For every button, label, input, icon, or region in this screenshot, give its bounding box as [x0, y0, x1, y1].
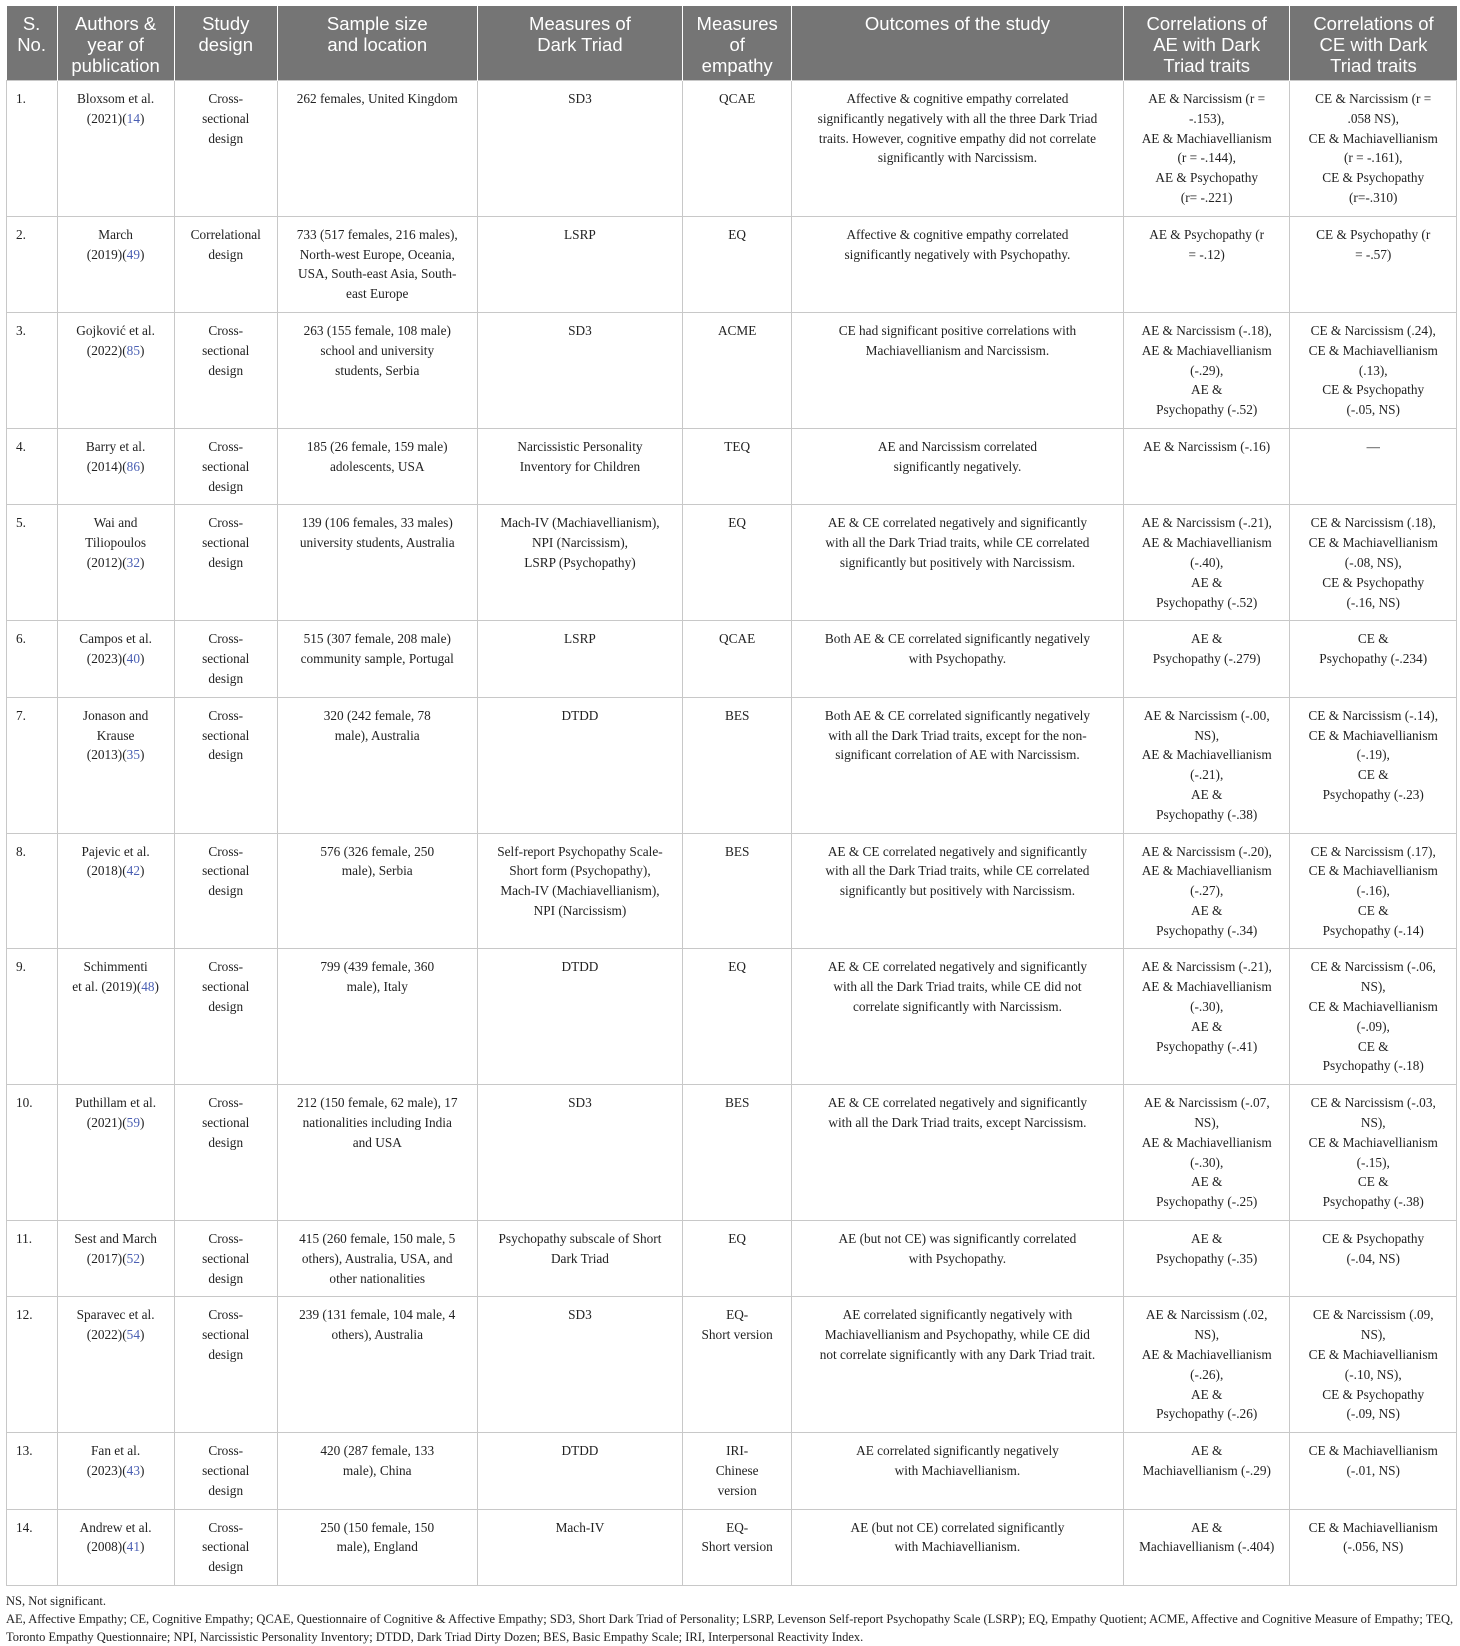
cell-outcome: AE & CE correlated negatively and significantly with all the Dark Triad traits, while CE correlated significantly but positively with Narcissism. [791, 833, 1123, 949]
reference-close-paren: ) [139, 863, 145, 879]
cell-authors [57, 621, 174, 697]
reference-link[interactable]: 41 [126, 1539, 140, 1555]
footnote-abbreviations: AE, Affective Empathy; CE, Cognitive Empathy; QCAE, Questionnaire of Cognitive & Affective Empathy; SD3, Short Dark Triad of Personality; LSRP, Levenson Self-report Psychopathy Scale (LSRP); EQ, Empathy Quotient; ACME, Affective and Cognitive Measure of Empathy; TEQ, Toronto Empathy Questionnaire; NPI, Narcissistic Personality Inventory; DTDD, Dark Triad Dirty Dozen; BES, Basic Empathy Scale; IRI, Interpersonal Reactivity Index. [6, 1612, 1454, 1644]
cell-outcome: Both AE & CE correlated significantly negatively with Psychopathy. [791, 621, 1123, 697]
cell-dark-triad-measure: SD3 [477, 1297, 683, 1433]
cell-dark-triad-measure: SD3 [477, 312, 683, 428]
cell-ce-correlations: — [1290, 428, 1457, 504]
cell-sample: 733 (517 females, 216 males), North-west Europe, Oceania, USA, South-east Asia, South- east Europe [277, 216, 477, 312]
author-text: Wai and Tiliopoulos (2012)( [85, 515, 147, 570]
author-text: Sest and March (2017)( [74, 1231, 157, 1266]
cell-ce-correlations: CE & Narcissism (r = .058 NS), CE & Machiavellianism (r = -.161), CE & Psychopathy (r=-.310) [1290, 81, 1457, 217]
cell-dark-triad-measure: Mach-IV [477, 1509, 683, 1585]
cell-sample: 212 (150 female, 62 male), 17 nationalities including India and USA [277, 1085, 477, 1221]
cell-dark-triad-measure: Self-report Psychopathy Scale- Short form (Psychopathy), Mach-IV (Machiavellianism), NPI (Narcissism) [477, 833, 683, 949]
cell-sample: 515 (307 female, 208 male) community sample, Portugal [277, 621, 477, 697]
cell-sno: 2. [7, 216, 58, 312]
cell-study-design: Cross- sectional design [174, 505, 277, 621]
author-text: Bloxsom et al. (2021)( [77, 91, 155, 126]
cell-ce-correlations: CE & Narcissism (-.14), CE & Machiavellianism (-.19), CE & Psychopathy (-.23) [1290, 697, 1457, 833]
cell-sample: 576 (326 female, 250 male), Serbia [277, 833, 477, 949]
cell-ae-correlations: AE & Narcissism (-.21), AE & Machiavellianism (-.30), AE & Psychopathy (-.41) [1123, 949, 1290, 1085]
cell-sno: 14. [7, 1509, 58, 1585]
cell-empathy-measure: EQ [683, 505, 792, 621]
cell-authors [57, 1297, 174, 1433]
cell-ae-correlations: AE & Narcissism (-.07, NS), AE & Machiavellianism (-.30), AE & Psychopathy (-.25) [1123, 1085, 1290, 1221]
cell-ce-correlations: CE & Narcissism (.17), CE & Machiavellianism (-.16), CE & Psychopathy (-.14) [1290, 833, 1457, 949]
cell-dark-triad-measure: Narcissistic Personality Inventory for Children [477, 428, 683, 504]
cell-authors [57, 1221, 174, 1297]
cell-empathy-measure: EQ- Short version [683, 1509, 792, 1585]
reference-link[interactable]: 14 [126, 110, 140, 126]
cell-study-design: Cross- sectional design [174, 81, 277, 217]
cell-empathy-measure: EQ [683, 1221, 792, 1297]
reference-close-paren: ) [139, 554, 145, 570]
cell-study-design: Cross- sectional design [174, 428, 277, 504]
author-text: Schimmenti et al. (2019)( [72, 959, 148, 995]
cell-outcome: AE (but not CE) correlated significantly with Machiavellianism. [791, 1509, 1123, 1585]
table-row [7, 833, 1457, 949]
header-authors: Authors & year of publication [57, 6, 174, 81]
cell-authors [57, 833, 174, 949]
reference-close-paren: ) [139, 651, 145, 667]
cell-sample: 262 females, United Kingdom [277, 81, 477, 217]
author-text: Puthillam et al. (2021)( [75, 1095, 157, 1131]
footnote-ns: NS, Not significant. [6, 1594, 106, 1608]
header-ce-correlations: Correlations of CE with Dark Triad traits [1290, 6, 1457, 81]
cell-sno: 6. [7, 621, 58, 697]
cell-outcome: AE & CE correlated negatively and significantly with all the Dark Triad traits, while CE correlated significantly but positively with Narcissism. [791, 505, 1123, 621]
header-sno: S. No. [7, 6, 58, 81]
table-row [7, 505, 1457, 621]
cell-empathy-measure: IRI- Chinese version [683, 1433, 792, 1509]
cell-study-design: Cross- sectional design [174, 949, 277, 1085]
cell-dark-triad-measure: Mach-IV (Machiavellianism), NPI (Narcissism), LSRP (Psychopathy) [477, 505, 683, 621]
reference-close-paren: ) [139, 342, 145, 358]
cell-dark-triad-measure: DTDD [477, 1433, 683, 1509]
author-text: Jonason and Krause (2013)( [82, 707, 149, 763]
table-row [7, 1085, 1457, 1221]
table-row [7, 1433, 1457, 1509]
cell-outcome: AE & CE correlated negatively and significantly with all the Dark Triad traits, except Narcissism. [791, 1085, 1123, 1221]
cell-empathy-measure: BES [683, 833, 792, 949]
reference-link[interactable]: 52 [126, 1250, 140, 1266]
cell-sample: 239 (131 female, 104 male, 4 others), Australia [277, 1297, 477, 1433]
reference-link[interactable]: 59 [126, 1115, 140, 1131]
cell-sample: 139 (106 females, 33 males) university students, Australia [277, 505, 477, 621]
cell-outcome: Affective & cognitive empathy correlated significantly negatively with Psychopathy. [791, 216, 1123, 312]
cell-empathy-measure: EQ [683, 949, 792, 1085]
cell-ce-correlations: CE & Narcissism (.24), CE & Machiavellianism (.13), CE & Psychopathy (-.05, NS) [1290, 312, 1457, 428]
reference-close-paren: ) [139, 1463, 145, 1479]
cell-authors [57, 1509, 174, 1585]
cell-sample: 420 (287 female, 133 male), China [277, 1433, 477, 1509]
author-text: Sparavec et al. (2022)( [76, 1307, 155, 1343]
reference-link[interactable]: 32 [126, 554, 140, 570]
author-text: Barry et al. (2014)( [85, 438, 146, 474]
cell-sample: 415 (260 female, 150 male, 5 others), Australia, USA, and other nationalities [277, 1221, 477, 1297]
cell-empathy-measure: QCAE [683, 81, 792, 217]
table-container [6, 6, 1457, 1646]
cell-dark-triad-measure: SD3 [477, 1085, 683, 1221]
cell-outcome: Both AE & CE correlated significantly negatively with all the Dark Triad traits, except for the non- significant correlation of AE with Narcissism. [791, 697, 1123, 833]
studies-table [6, 6, 1457, 1586]
cell-authors [57, 312, 174, 428]
reference-close-paren: ) [139, 1115, 145, 1131]
table-row [7, 949, 1457, 1085]
header-sample: Sample size and location [277, 6, 477, 81]
cell-sno: 7. [7, 697, 58, 833]
reference-link[interactable]: 49 [126, 246, 140, 262]
cell-ae-correlations: AE & Psychopathy (r = -.12) [1123, 216, 1290, 312]
cell-ae-correlations: AE & Psychopathy (-.279) [1123, 621, 1290, 697]
reference-close-paren: ) [139, 1250, 145, 1266]
cell-sno: 1. [7, 81, 58, 217]
table-row [7, 1297, 1457, 1433]
cell-sample: 320 (242 female, 78 male), Australia [277, 697, 477, 833]
cell-outcome: CE had significant positive correlations with Machiavellianism and Narcissism. [791, 312, 1123, 428]
cell-study-design: Cross- sectional design [174, 1221, 277, 1297]
cell-ae-correlations: AE & Machiavellianism (-.29) [1123, 1433, 1290, 1509]
cell-sno: 4. [7, 428, 58, 504]
cell-ce-correlations: CE & Psychopathy (-.04, NS) [1290, 1221, 1457, 1297]
cell-ae-correlations: AE & Machiavellianism (-.404) [1123, 1509, 1290, 1585]
cell-sample: 799 (439 female, 360 male), Italy [277, 949, 477, 1085]
reference-close-paren: ) [139, 1327, 145, 1343]
table-row [7, 1509, 1457, 1585]
cell-study-design: Cross- sectional design [174, 1085, 277, 1221]
cell-authors [57, 505, 174, 621]
cell-empathy-measure: BES [683, 697, 792, 833]
cell-ce-correlations: CE & Narcissism (-.06, NS), CE & Machiavellianism (-.09), CE & Psychopathy (-.18) [1290, 949, 1457, 1085]
cell-sno: 5. [7, 505, 58, 621]
reference-link[interactable]: 35 [126, 747, 140, 763]
cell-sno: 8. [7, 833, 58, 949]
cell-ae-correlations: AE & Narcissism (r = -.153), AE & Machiavellianism (r = -.144), AE & Psychopathy (r= -.221) [1123, 81, 1290, 217]
cell-authors [57, 216, 174, 312]
cell-authors [57, 428, 174, 504]
table-row [7, 216, 1457, 312]
reference-link[interactable]: 86 [126, 458, 140, 474]
cell-study-design: Cross- sectional design [174, 833, 277, 949]
cell-sno: 11. [7, 1221, 58, 1297]
table-row [7, 428, 1457, 504]
reference-link[interactable]: 54 [126, 1327, 140, 1343]
cell-outcome: AE & CE correlated negatively and significantly with all the Dark Triad traits, while CE did not correlate significantly with Narcissism. [791, 949, 1123, 1085]
cell-empathy-measure: ACME [683, 312, 792, 428]
cell-empathy-measure: QCAE [683, 621, 792, 697]
cell-dark-triad-measure: Psychopathy subscale of Short Dark Triad [477, 1221, 683, 1297]
reference-close-paren: ) [139, 747, 145, 763]
cell-ce-correlations: CE & Narcissism (.18), CE & Machiavellianism (-.08, NS), CE & Psychopathy (-.16, NS) [1290, 505, 1457, 621]
reference-link[interactable]: 48 [141, 979, 155, 995]
cell-ce-correlations: CE & Narcissism (-.03, NS), CE & Machiavellianism (-.15), CE & Psychopathy (-.38) [1290, 1085, 1457, 1221]
cell-ce-correlations: CE & Psychopathy (r = -.57) [1290, 216, 1457, 312]
cell-dark-triad-measure: LSRP [477, 216, 683, 312]
cell-ce-correlations: CE & Psychopathy (-.234) [1290, 621, 1457, 697]
cell-sno: 3. [7, 312, 58, 428]
cell-study-design: Cross- sectional design [174, 1297, 277, 1433]
cell-outcome: AE (but not CE) was significantly correlated with Psychopathy. [791, 1221, 1123, 1297]
cell-study-design: Cross- sectional design [174, 697, 277, 833]
cell-study-design: Correlational design [174, 216, 277, 312]
header-study-design: Study design [174, 6, 277, 81]
cell-outcome: AE correlated significantly negatively with Machiavellianism. [791, 1433, 1123, 1509]
table-row [7, 621, 1457, 697]
cell-sample: 250 (150 female, 150 male), England [277, 1509, 477, 1585]
header-row [7, 6, 1457, 81]
reference-close-paren: ) [139, 110, 145, 126]
table-row [7, 1221, 1457, 1297]
reference-link[interactable]: 40 [126, 651, 140, 667]
cell-sno: 12. [7, 1297, 58, 1433]
cell-sno: 9. [7, 949, 58, 1085]
cell-ae-correlations: AE & Narcissism (.02, NS), AE & Machiavellianism (-.26), AE & Psychopathy (-.26) [1123, 1297, 1290, 1433]
cell-sno: 13. [7, 1433, 58, 1509]
cell-study-design: Cross- sectional design [174, 312, 277, 428]
cell-sample: 185 (26 female, 159 male) adolescents, USA [277, 428, 477, 504]
cell-ae-correlations: AE & Narcissism (-.18), AE & Machiavellianism (-.29), AE & Psychopathy (-.52) [1123, 312, 1290, 428]
cell-authors [57, 81, 174, 217]
cell-empathy-measure: TEQ [683, 428, 792, 504]
reference-close-paren: ) [154, 979, 159, 995]
cell-authors [57, 697, 174, 833]
cell-dark-triad-measure: DTDD [477, 697, 683, 833]
cell-ce-correlations: CE & Narcissism (.09, NS), CE & Machiavellianism (-.10, NS), CE & Psychopathy (-.09, NS) [1290, 1297, 1457, 1433]
cell-dark-triad-measure: DTDD [477, 949, 683, 1085]
author-text: March (2019)( [86, 226, 133, 262]
cell-ce-correlations: CE & Machiavellianism (-.01, NS) [1290, 1433, 1457, 1509]
cell-outcome: AE correlated significantly negatively with Machiavellianism and Psychopathy, while CE did not correlate significantly with any Dark Triad trait. [791, 1297, 1123, 1433]
header-outcomes: Outcomes of the study [791, 6, 1123, 81]
author-text: Gojković et al. (2022)( [76, 322, 155, 358]
reference-close-paren: ) [139, 246, 145, 262]
cell-authors [57, 1433, 174, 1509]
table-row [7, 81, 1457, 217]
cell-authors [57, 949, 174, 1085]
cell-empathy-measure: EQ- Short version [683, 1297, 792, 1433]
cell-empathy-measure: BES [683, 1085, 792, 1221]
cell-study-design: Cross- sectional design [174, 1433, 277, 1509]
author-text: Fan et al. (2023)( [86, 1443, 141, 1479]
reference-close-paren: ) [139, 1539, 145, 1555]
table-row [7, 312, 1457, 428]
author-text: Campos et al. (2023)( [79, 631, 152, 667]
cell-empathy-measure: EQ [683, 216, 792, 312]
cell-sno: 10. [7, 1085, 58, 1221]
cell-study-design: Cross- sectional design [174, 1509, 277, 1585]
cell-authors [57, 1085, 174, 1221]
cell-study-design: Cross- sectional design [174, 621, 277, 697]
cell-dark-triad-measure: SD3 [477, 81, 683, 217]
cell-ae-correlations: AE & Narcissism (-.20), AE & Machiavellianism (-.27), AE & Psychopathy (-.34) [1123, 833, 1290, 949]
table-row [7, 697, 1457, 833]
cell-outcome: AE and Narcissism correlated significantly negatively. [791, 428, 1123, 504]
cell-ae-correlations: AE & Narcissism (-.16) [1123, 428, 1290, 504]
cell-dark-triad-measure: LSRP [477, 621, 683, 697]
reference-link[interactable]: 42 [126, 863, 140, 879]
cell-sample: 263 (155 female, 108 male) school and university students, Serbia [277, 312, 477, 428]
reference-link[interactable]: 43 [126, 1463, 140, 1479]
header-empathy-measures: Measures of empathy [683, 6, 792, 81]
author-text: Pajevic et al. (2018)( [81, 843, 150, 879]
cell-ae-correlations: AE & Narcissism (-.21), AE & Machiavellianism (-.40), AE & Psychopathy (-.52) [1123, 505, 1290, 621]
table-footnotes [6, 1592, 1457, 1646]
cell-ae-correlations: AE & Narcissism (-.00, NS), AE & Machiavellianism (-.21), AE & Psychopathy (-.38) [1123, 697, 1290, 833]
reference-link[interactable]: 85 [126, 342, 140, 358]
author-text: Andrew et al. (2008)( [79, 1519, 152, 1555]
cell-ce-correlations: CE & Machiavellianism (-.056, NS) [1290, 1509, 1457, 1585]
header-dark-triad-measures: Measures of Dark Triad [477, 6, 683, 81]
header-ae-correlations: Correlations of AE with Dark Triad traits [1123, 6, 1290, 81]
cell-outcome: Affective & cognitive empathy correlated significantly negatively with all the three Dark Triad traits. However, cognitive empathy did not correlate significantly with Narcissism. [791, 81, 1123, 217]
cell-ae-correlations: AE & Psychopathy (-.35) [1123, 1221, 1290, 1297]
reference-close-paren: ) [139, 458, 145, 474]
